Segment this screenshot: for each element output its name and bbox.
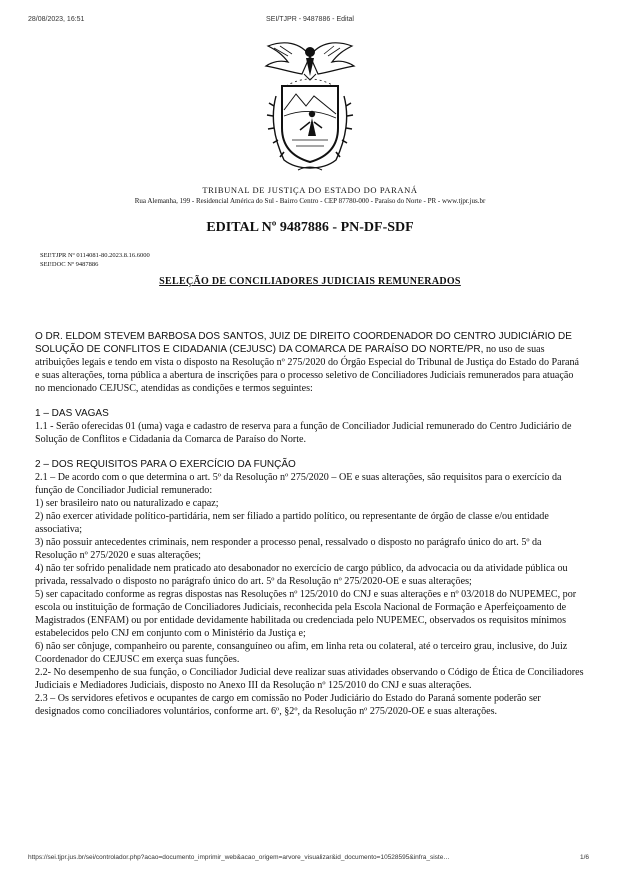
- section-2-title: 2 – DOS REQUISITOS PARA O EXERCÍCIO DA FUNÇÃO: [35, 459, 296, 470]
- requirement-6: 6) não ser cônjuge, companheiro ou parente, consanguíneo ou afim, em linha reta ou colateral, até o terceiro grau, inclusive, do Juiz Coordenador do CEJUSC em exerça suas funções.: [35, 641, 568, 665]
- requirement-5: 5) ser capacitado conforme as regras dispostas nas Resoluções nº 125/2010 do CNJ e suas alterações e nº 03/2018 do NUPEMEC, por escola ou instituição de formação de Conciliadores Judiciais, reconhecida pela Escola Nacional de Formação e Aperfeiçoamento de Magistrados (ENFAM) ou por entidade devidamente habilitada ou credenciada pelo NUPEMEC, observados os requisitos mínimos estabelecidos pelo CNJ em conjunto com o Ministério da Justiça e;: [35, 589, 577, 639]
- intro-rest: no uso de suas atribuições legais e tendo em vista o disposto na Resolução nº 275/2020 do Órgão Especial do Tribunal de Justiça do Estado do Paraná e suas alterações, torna pública a abertura de inscrições para o processo seletivo de Conciliadores Judiciais remunerados para atuação no mencionado CEJUSC, atendidas as condições e termos seguintes:: [35, 344, 579, 394]
- print-datetime: 28/08/2023, 16:51: [28, 16, 85, 23]
- doc-number: SEI!DOC Nº 9487886: [40, 261, 99, 268]
- requirement-3: 3) não possuir antecedentes criminais, nem responder a processo penal, ressalvado o disposto no parágrafo único do art. 5º da Resolução nº 275/2020 e suas alterações;: [35, 537, 542, 561]
- court-address: Rua Alemanha, 199 - Residencial América do Sul - Bairro Centro - CEP 87780-000 - Paraíso do Norte - PR - www.tjpr.jus.br: [134, 197, 486, 205]
- page-number: 1/6: [580, 854, 590, 861]
- parana-coat-of-arms-icon: [262, 36, 358, 176]
- requirement-4: 4) não ter sofrido penalidade nem praticado ato desabonador no exercício de cargo público, da advocacia ou da atividade pública ou privada, ressalvado o disposto no parágrafo único do art. 5º da Resolução nº 275/2020-OE e suas alterações;: [35, 563, 568, 587]
- document-body: [35, 330, 585, 718]
- intro-caps: O DR. ELDOM STEVEM BARBOSA DOS SANTOS, JUIZ DE DIREITO COORDENADOR DO CENTRO JUDICIÁRIO DE SOLUÇÃO DE CONFLITOS E CIDADANIA (CEJUSC) DA COMARCA DE PARAÍSO DO NORTE/PR,: [35, 331, 572, 355]
- requirement-1: 1) ser brasileiro nato ou naturalizado e capaz;: [35, 498, 219, 509]
- court-name: TRIBUNAL DE JUSTIÇA DO ESTADO DO PARANÁ: [202, 185, 418, 195]
- print-url[interactable]: https://sei.tjpr.jus.br/sei/controlador.php?acao=documento_imprimir_web&acao_origem=arvore_visualizar&id_documento=10528595&infra_siste…: [28, 854, 450, 861]
- section-2-1: 2.1 – De acordo com o que determina o art. 5º da Resolução nº 275/2020 – OE e suas alterações, são requisitos para o exercício da função de Conciliador Judicial remunerado:: [35, 472, 562, 496]
- edital-title: EDITAL Nº 9487886 - PN-DF-SDF: [206, 220, 414, 235]
- section-2-2: 2.2- No desempenho de sua função, o Conciliador Judicial deve realizar suas atividades observando o Código de Ética de Conciliadores Judiciais e Mediadores Judiciais, disposto no Anexo III da Resolução nº 125/2010 do CNJ e suas alterações.: [35, 667, 584, 691]
- section-2-3: 2.3 – Os servidores efetivos e ocupantes de cargo em comissão no Poder Judiciário do Estado do Paraná somente poderão ser designados como conciliadores voluntários, conforme art. 6º, §2º, da Resolução nº 275/2020-OE e suas alterações.: [35, 693, 541, 717]
- section-title: SELEÇÃO DE CONCILIADORES JUDICIAIS REMUNERADOS: [159, 276, 461, 287]
- requirement-2: 2) não exercer atividade político-partidária, nem ser filiado a partido político, ou representante de órgão de classe e/ou entidade associativa;: [35, 511, 549, 535]
- process-number: SEI!TJPR Nº 0114081-80.2023.8.16.6000: [40, 252, 150, 259]
- section-1-1: 1.1 - Serão oferecidas 01 (uma) vaga e cadastro de reserva para a função de Conciliador Judicial remunerado do Centro Judiciário de Solução de Conflitos e Cidadania da Comarca de Paraíso do Norte.: [35, 421, 572, 445]
- print-doc-title: SEI/TJPR - 9487886 - Edital: [266, 16, 354, 23]
- section-1-title: 1 – DAS VAGAS: [35, 408, 109, 419]
- intro-paragraph: [35, 330, 585, 395]
